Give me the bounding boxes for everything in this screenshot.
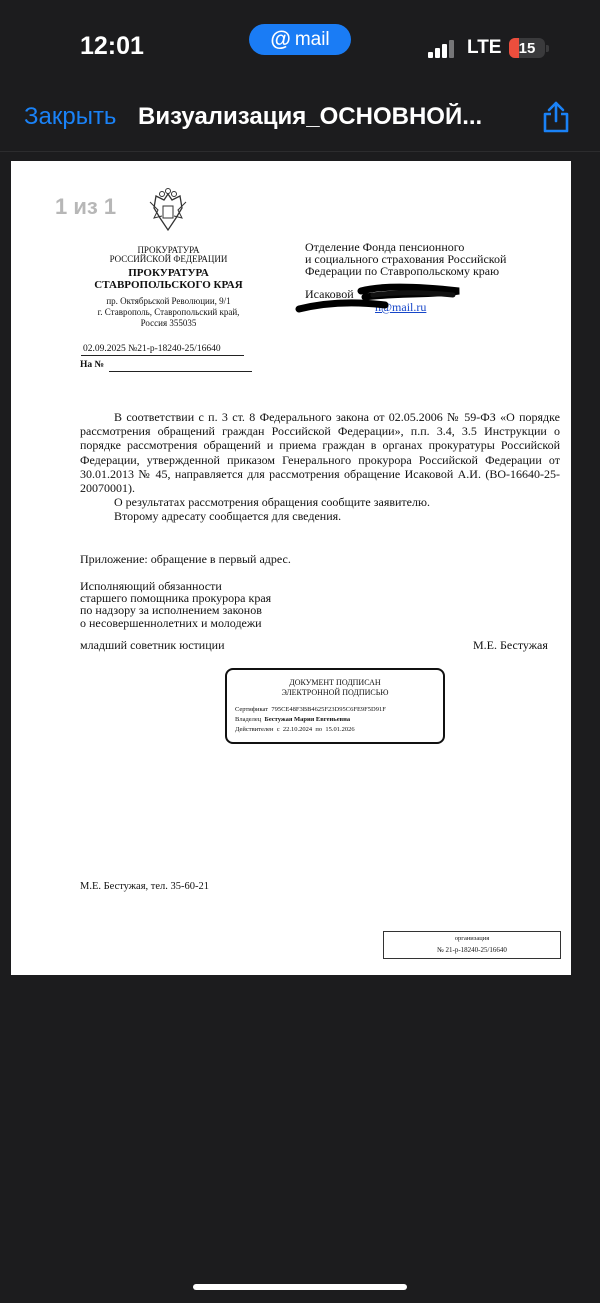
signer-name: М.Е. Бестужая: [473, 638, 548, 652]
e-signature-stamp: [225, 668, 445, 744]
share-icon[interactable]: [540, 100, 572, 134]
contact-line: М.Е. Бестужая, тел. 35-60-21: [80, 881, 210, 892]
stamp-certificate: Сертификат 795CE48F3BB4625F23D95C6FE9F5D91F: [235, 706, 386, 713]
recipient-name: Исаковой: [305, 287, 354, 301]
signer-rank: младший советник юстиции: [80, 638, 225, 652]
network-type: LTE: [467, 37, 502, 58]
stamp-owner: Владелец Бестужая Мария Евгеньевна: [235, 716, 351, 723]
reg-underline: [81, 355, 244, 356]
stamp-title: ДОКУМЕНТ ПОДПИСАН ЭЛЕКТРОННОЙ ПОДПИСЬЮ: [281, 678, 389, 697]
reference-underline: [109, 371, 252, 372]
coat-of-arms-icon: [144, 188, 192, 236]
attachment-note: Приложение: обращение в первый адрес.: [80, 552, 291, 566]
cellular-signal-icon: [428, 40, 454, 58]
document-page[interactable]: [11, 161, 571, 975]
recipient-email[interactable]: h@mail.ru: [375, 300, 427, 314]
nav-divider: [0, 151, 600, 152]
body-paragraph: О результатах рассмотрения обращения сообщите заявителю.: [114, 495, 430, 510]
document-title: Визуализация_ОСНОВНОЙ...: [138, 103, 483, 130]
battery-icon: [509, 38, 545, 58]
org-header-small: ПРОКУРАТУРА РОССИЙСКОЙ ФЕДЕРАЦИИ: [109, 245, 228, 264]
battery-tip: [546, 45, 549, 52]
body-paragraph: Второму адресату сообщается для сведения.: [114, 509, 342, 524]
at-icon: @: [270, 27, 291, 51]
page-counter: 1 из 1: [55, 194, 117, 219]
body-paragraph: В соответствии с п. 3 ст. 8 Федерального закона от 02.05.2006 № 59-ФЗ «О порядке рассмотрения обращений граждан Российской Федерации», п.п. 3.4, 3.5 Инструкции о порядке рассмотрения обращений и приема граждан в органах прокуратуры Российской Федерации, утвержденной приказом Генерального прокурора Российской Федерации от 30.01.2013 № 45, направляется для рассмотрения обращение Исаковой А.И. (ВО-16640-25-20070001).: [80, 410, 560, 496]
regbox-number: № 21-р-18240-25/16640: [437, 946, 507, 954]
mail-app-pill[interactable]: [249, 24, 351, 55]
redaction-scribble: [293, 281, 463, 317]
org-header-main: ПРОКУРАТУРА СТАВРОПОЛЬСКОГО КРАЯ: [94, 267, 243, 291]
status-time: 12:01: [80, 32, 144, 60]
battery-level: 15: [518, 39, 536, 57]
mail-pill-label: mail: [294, 28, 330, 50]
signer-position: Исполняющий обязанности старшего помощника прокурора края по надзору за исполнением законов о несовершеннолетних и молодежи: [80, 579, 272, 630]
regbox-label: организация: [454, 935, 490, 942]
stamp-validity: Действителен с 22.10.2024 по 15.01.2026: [235, 726, 355, 733]
registration-number: 02.09.2025 №21-р-18240-25/16640: [83, 344, 221, 354]
org-address: пр. Октябрьской Революции, 9/1 г. Ставрополь, Ставропольский край, Россия 355035: [97, 296, 240, 328]
letter-body: [80, 410, 560, 524]
home-indicator[interactable]: [193, 1284, 407, 1290]
close-button[interactable]: Закрыть: [24, 103, 117, 130]
addressee: Отделение Фонда пенсионного и социального страхования Российской Федерации по Ставропольскому краю: [305, 240, 507, 278]
reference-label: На №: [80, 360, 105, 370]
registration-box: [383, 931, 561, 959]
